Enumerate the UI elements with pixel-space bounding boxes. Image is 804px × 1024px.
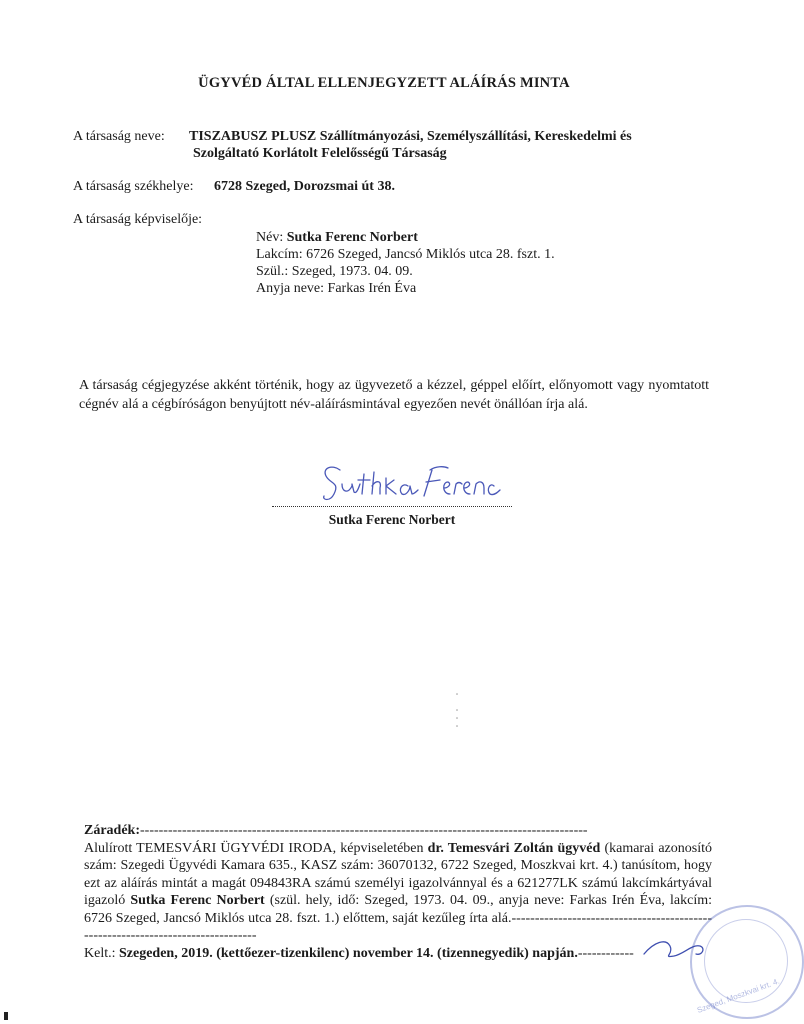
rep-address: Lakcím: 6726 Szeged, Jancsó Miklós utca 28. fszt. 1.	[256, 247, 555, 262]
document-title: ÜGYVÉD ÁLTAL ELLENJEGYZETT ALÁÍRÁS MINTA	[198, 75, 570, 91]
clause-body	[84, 840, 712, 945]
scan-edge-mark	[4, 1012, 8, 1020]
clause-signer-name: Sutka Ferenc Norbert	[130, 893, 265, 908]
rep-name-value: Sutka Ferenc Norbert	[286, 230, 418, 245]
clause-header	[84, 822, 712, 840]
rep-mother: Anyja neve: Farkas Irén Éva	[256, 281, 417, 296]
lawyer-signature	[640, 932, 710, 962]
clause-date-label: Kelt.:	[84, 945, 119, 961]
company-seat-value: 6728 Szeged, Dorozsmai út 38.	[214, 179, 395, 194]
clause-date-row	[84, 945, 712, 963]
company-name-line1: TISZABUSZ PLUSZ Szállítmányozási, Személyszállítási, Kereskedelmi és	[189, 129, 632, 144]
clause-text-1: Alulírott TEMESVÁRI ÜGYVÉDI IRODA, képviseletében	[84, 840, 428, 856]
clause-label: Záradék:	[84, 823, 140, 838]
rep-birth: Szül.: Szeged, 1973. 04. 09.	[256, 264, 413, 279]
company-seat-label: A társaság székhelye:	[73, 179, 194, 194]
signature-text: Sutka Ferenc	[318, 458, 324, 459]
clause-dashes-3: ------------	[577, 945, 634, 961]
endorsement-clause	[84, 822, 712, 962]
clause-lawyer-name: dr. Temesvári Zoltán ügyvéd	[427, 840, 601, 856]
clause-text-2: (kamarai azonosító szám: Szegedi Ügyvédi Kamara 635., KASZ szám: 36070132, 6722 Szeged, Moszkvai krt. 4.) tanúsítom, hogy ezt az aláírás mintát a magát 094843RA számú személyi igazolvánnyal és a 621277LK számú lakcímkártyával igazoló	[84, 840, 713, 908]
clause-text-3: (szül. hely, idő: Szeged, 1973. 04. 09., anyja neve: Farkas Irén Éva, lakcím: 6726 Szeged, Jancsó Miklós utca 28. fszt. 1.) előttem, saját kezűleg írta alá.	[84, 893, 712, 926]
rep-name-row	[256, 229, 418, 246]
company-name-line2: Szolgáltató Korlátolt Felelősségű Társaság	[193, 146, 447, 161]
stamp-text: Szeged, Moszkvai krt. 4.	[695, 976, 781, 1015]
scan-artifact	[455, 690, 459, 730]
clause-dashes-2: --------------------------------------------------------------------------------	[84, 910, 712, 943]
signing-statement: A társaság cégjegyzése akként történik, hogy az ügyvezető a kézzel, géppel előírt, előnyomott vagy nyomtatott cégnév alá a cégbíróságon benyújtott név-aláírásmintával egyezően nevét önállóan írja alá.	[79, 378, 709, 412]
company-rep-label: A társaság képviselője:	[73, 212, 203, 227]
company-name-label: A társaság neve:	[73, 129, 165, 144]
clause-dashes: ------------------------------------------------------------------------------------------------	[140, 823, 588, 838]
signature-line	[272, 498, 512, 507]
signer-printed-name: Sutka Ferenc Norbert	[328, 512, 456, 527]
clause-date-value: Szegeden, 2019. (kettőezer-tizenkilenc) november 14. (tizennegyedik) napján.	[119, 945, 578, 961]
rep-name-label: Név:	[256, 230, 284, 245]
